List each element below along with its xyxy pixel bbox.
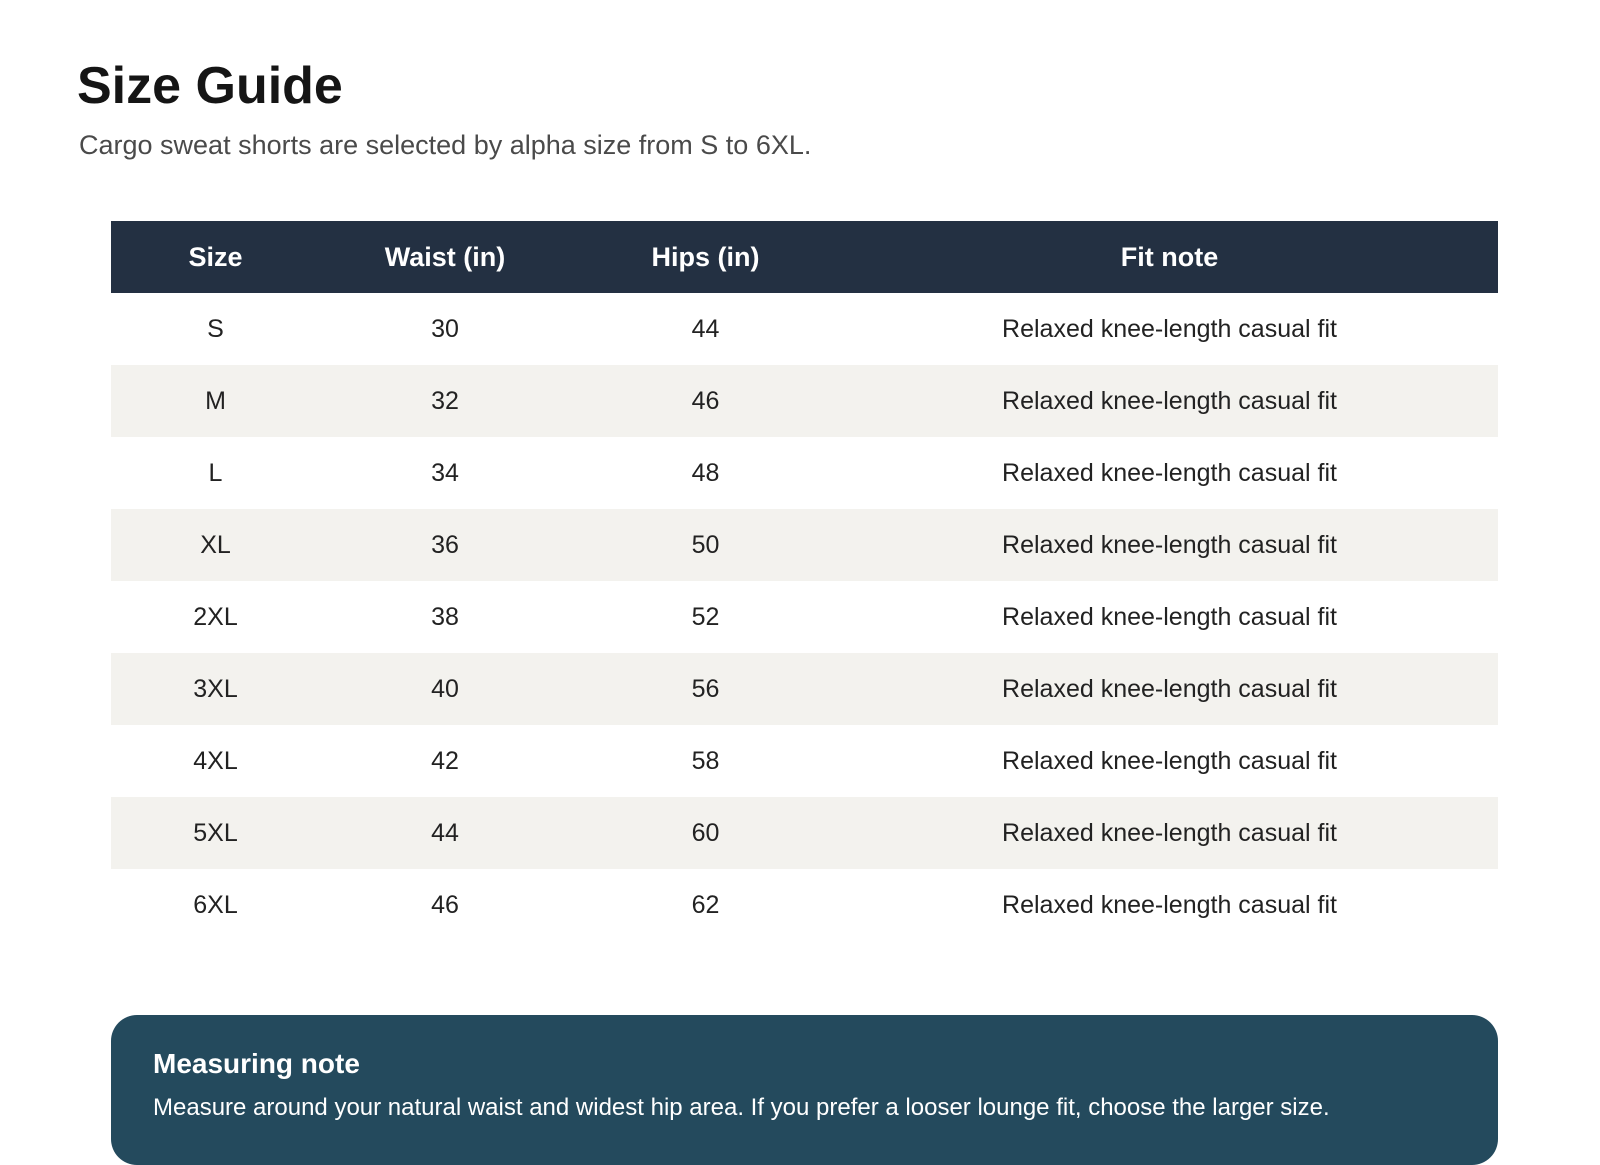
cell-hips: 46 <box>570 365 841 437</box>
table-row <box>111 509 1498 581</box>
cell-hips: 52 <box>570 581 841 653</box>
note-title: Measuring note <box>153 1048 360 1079</box>
cell-waist: 30 <box>320 293 570 365</box>
column-header-size: Size <box>111 221 320 293</box>
cell-fit-note: Relaxed knee-length casual fit <box>841 293 1498 365</box>
cell-hips: 58 <box>570 725 841 797</box>
column-header-waist: Waist (in) <box>320 221 570 293</box>
cell-hips: 56 <box>570 653 841 725</box>
table-row <box>111 653 1498 725</box>
table-row <box>111 293 1498 365</box>
table-header-row <box>111 221 1498 293</box>
cell-size: M <box>111 365 320 437</box>
size-chart-table <box>111 221 1498 941</box>
cell-waist: 34 <box>320 437 570 509</box>
cell-size: L <box>111 437 320 509</box>
cell-hips: 48 <box>570 437 841 509</box>
cell-fit-note: Relaxed knee-length casual fit <box>841 869 1498 941</box>
note-text: Measure around your natural waist and widest hip area. If you prefer a looser lounge fit, choose the larger size. <box>153 1094 1330 1121</box>
table-row <box>111 365 1498 437</box>
table-row <box>111 725 1498 797</box>
cell-fit-note: Relaxed knee-length casual fit <box>841 437 1498 509</box>
table-row <box>111 869 1498 941</box>
cell-fit-note: Relaxed knee-length casual fit <box>841 365 1498 437</box>
cell-waist: 44 <box>320 797 570 869</box>
cell-fit-note: Relaxed knee-length casual fit <box>841 581 1498 653</box>
cell-size: S <box>111 293 320 365</box>
column-header-fit-note: Fit note <box>841 221 1498 293</box>
cell-hips: 50 <box>570 509 841 581</box>
cell-fit-note: Relaxed knee-length casual fit <box>841 725 1498 797</box>
cell-hips: 62 <box>570 869 841 941</box>
cell-hips: 60 <box>570 797 841 869</box>
cell-hips: 44 <box>570 293 841 365</box>
cell-waist: 32 <box>320 365 570 437</box>
cell-waist: 38 <box>320 581 570 653</box>
cell-waist: 46 <box>320 869 570 941</box>
cell-fit-note: Relaxed knee-length casual fit <box>841 509 1498 581</box>
cell-waist: 42 <box>320 725 570 797</box>
cell-size: XL <box>111 509 320 581</box>
cell-fit-note: Relaxed knee-length casual fit <box>841 653 1498 725</box>
measuring-note-panel <box>111 1015 1498 1165</box>
table-row <box>111 581 1498 653</box>
cell-size: 3XL <box>111 653 320 725</box>
cell-waist: 40 <box>320 653 570 725</box>
page-subtitle: Cargo sweat shorts are selected by alpha size from S to 6XL. <box>79 130 812 160</box>
cell-waist: 36 <box>320 509 570 581</box>
cell-fit-note: Relaxed knee-length casual fit <box>841 797 1498 869</box>
cell-size: 4XL <box>111 725 320 797</box>
cell-size: 2XL <box>111 581 320 653</box>
table-row <box>111 797 1498 869</box>
cell-size: 6XL <box>111 869 320 941</box>
cell-size: 5XL <box>111 797 320 869</box>
page-title: Size Guide <box>77 57 343 115</box>
table-row <box>111 437 1498 509</box>
column-header-hips: Hips (in) <box>570 221 841 293</box>
